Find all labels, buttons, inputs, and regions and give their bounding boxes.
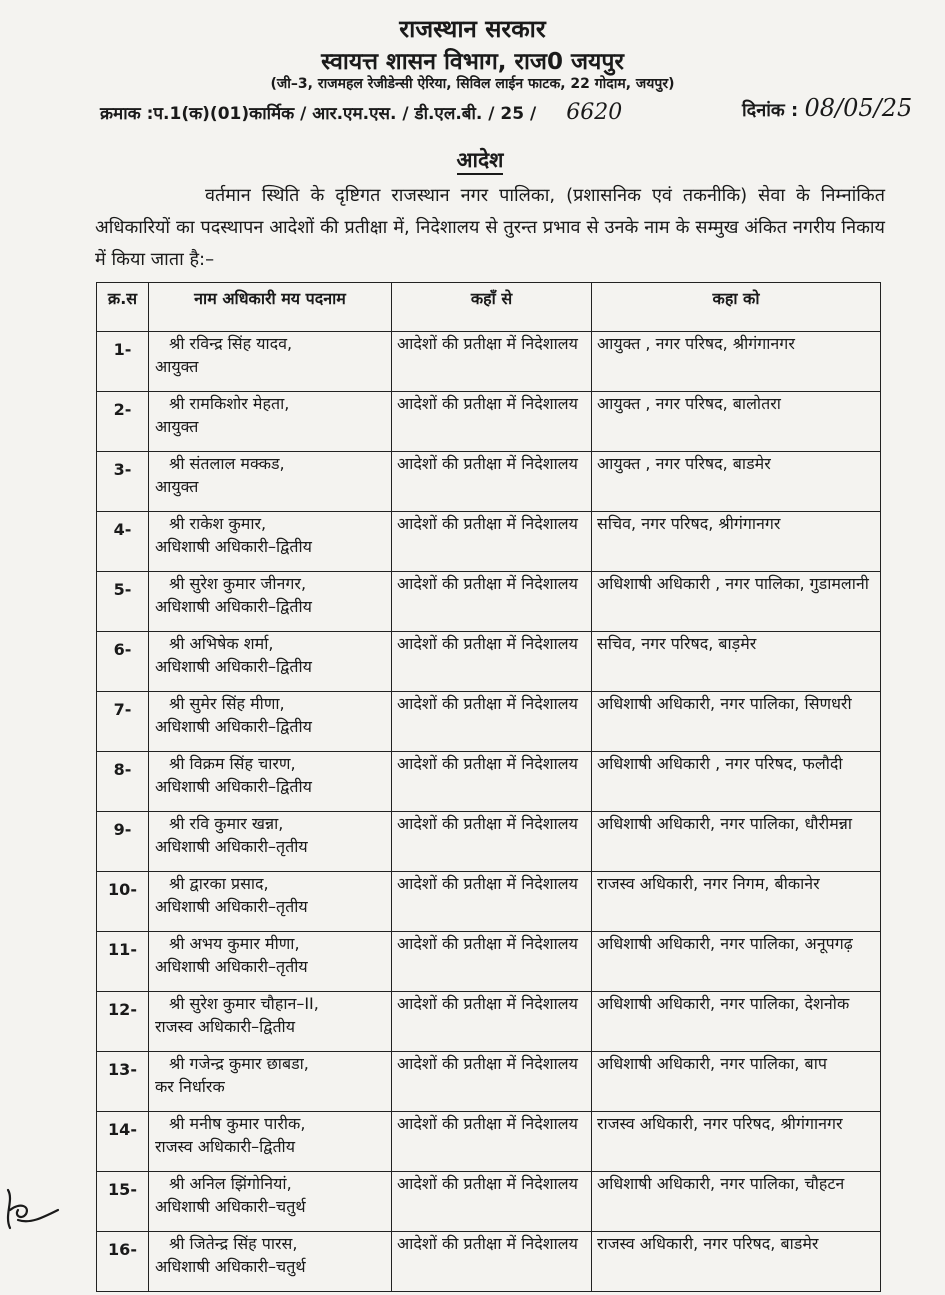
row-from: आदेशों की प्रतीक्षा में निदेशालय (392, 932, 592, 992)
row-from: आदेशों की प्रतीक्षा में निदेशालय (392, 1232, 592, 1292)
table-row (97, 452, 881, 512)
row-from: आदेशों की प्रतीक्षा में निदेशालय (392, 332, 592, 392)
table-row (97, 392, 881, 452)
officer-designation: आयुक्त (155, 477, 199, 496)
table-row (97, 512, 881, 572)
row-from: आदेशों की प्रतीक्षा में निदेशालय (392, 1112, 592, 1172)
row-officer (149, 572, 392, 632)
row-officer (149, 872, 392, 932)
row-to: अधिशाषी अधिकारी, नगर पालिका, सिणधरी (592, 692, 881, 752)
officer-designation: अधिशाषी अधिकारी–द्वितीय (155, 717, 312, 736)
table-row (97, 1172, 881, 1232)
header-serial: क्र.स (97, 283, 149, 332)
officer-name: श्री रामकिशोर मेहता, (169, 394, 290, 413)
officer-designation: अधिशाषी अधिकारी–द्वितीय (155, 597, 312, 616)
row-to: अधिशाषी अधिकारी , नगर पालिका, गुडामलानी (592, 572, 881, 632)
row-to: राजस्व अधिकारी, नगर परिषद, बाडमेर (592, 1232, 881, 1292)
row-from: आदेशों की प्रतीक्षा में निदेशालय (392, 812, 592, 872)
row-serial: 4- (97, 512, 149, 572)
header-officer-name: नाम अधिकारी मय पदनाम (149, 283, 392, 332)
date-handwritten-value: 08/05/25 (804, 94, 913, 122)
officer-designation: कर निर्धारक (155, 1077, 225, 1096)
table-row (97, 332, 881, 392)
row-serial: 10- (97, 872, 149, 932)
row-serial: 9- (97, 812, 149, 872)
date-label: दिनांक : (742, 100, 799, 121)
officer-name: श्री विक्रम सिंह चारण, (169, 754, 296, 773)
row-to: अधिशाषी अधिकारी , नगर परिषद, फलौदी (592, 752, 881, 812)
officer-name: श्री जितेन्द्र सिंह पारस, (169, 1234, 298, 1253)
order-date (742, 94, 912, 122)
row-serial: 14- (97, 1112, 149, 1172)
row-to: अधिशाषी अधिकारी, नगर पालिका, अनूपगढ़ (592, 932, 881, 992)
table-header-row (97, 283, 881, 332)
row-officer (149, 392, 392, 452)
row-to: राजस्व अधिकारी, नगर निगम, बीकानेर (592, 872, 881, 932)
officer-name: श्री अभय कुमार मीणा, (169, 934, 300, 953)
row-serial: 12- (97, 992, 149, 1052)
row-from: आदेशों की प्रतीक्षा में निदेशालय (392, 992, 592, 1052)
row-officer (149, 812, 392, 872)
officer-designation: आयुक्त (155, 357, 199, 376)
officer-name: श्री सुरेश कुमार जीनगर, (169, 574, 307, 593)
order-intro (95, 180, 885, 276)
reference-label: क्रमाक :प.1(क)(01)कार्मिक / आर.एम.एस. / डी.एल.बी. / 25 / (100, 104, 537, 124)
row-from: आदेशों की प्रतीक्षा में निदेशालय (392, 1172, 592, 1232)
officer-designation: अधिशाषी अधिकारी–द्वितीय (155, 537, 312, 556)
officer-name: श्री मनीष कुमार पारीक, (169, 1114, 306, 1133)
row-serial: 1- (97, 332, 149, 392)
row-to: सचिव, नगर परिषद, श्रीगंगानगर (592, 512, 881, 572)
row-officer (149, 332, 392, 392)
table-row (97, 1052, 881, 1112)
intro-paragraph: वर्तमान स्थिति के दृष्टिगत राजस्थान नगर पालिका, (प्रशासनिक एवं तकनीकि) सेवा के निम्नांकित अधिकारियों का पदस्थापन आदेशों की प्रतीक्षा में, निदेशालय से तुरन्त प्रभाव से उनके नाम के सम्मुख अंकित नगरीय निकाय में किया जाता है:– (95, 185, 885, 270)
reference-handwritten-number: 6620 (566, 100, 623, 125)
officer-designation: अधिशाषी अधिकारी–द्वितीय (155, 657, 312, 676)
row-serial: 8- (97, 752, 149, 812)
table-row (97, 992, 881, 1052)
row-officer (149, 632, 392, 692)
department-name: स्वायत्त शासन विभाग, राज0 जयपुर (321, 49, 624, 75)
table-row (97, 632, 881, 692)
table-row (97, 1232, 881, 1292)
row-serial: 16- (97, 1232, 149, 1292)
officer-name: श्री द्वारका प्रसाद, (169, 874, 269, 893)
reference-number (100, 100, 622, 125)
officer-name: श्री अनिल झिंगोनियां, (169, 1174, 292, 1193)
row-to: आयुक्त , नगर परिषद, बालोतरा (592, 392, 881, 452)
table-row (97, 692, 881, 752)
order-title: आदेश (0, 146, 945, 174)
row-from: आदेशों की प्रतीक्षा में निदेशालय (392, 452, 592, 512)
officer-designation: अधिशाषी अधिकारी–चतुर्थ (155, 1197, 306, 1216)
officer-designation: अधिशाषी अधिकारी–तृतीय (155, 837, 308, 856)
table-row (97, 932, 881, 992)
row-from: आदेशों की प्रतीक्षा में निदेशालय (392, 572, 592, 632)
row-to: अधिशाषी अधिकारी, नगर पालिका, चौहटन (592, 1172, 881, 1232)
row-from: आदेशों की प्रतीक्षा में निदेशालय (392, 392, 592, 452)
header-to: कहा को (592, 283, 881, 332)
row-from: आदेशों की प्रतीक्षा में निदेशालय (392, 632, 592, 692)
row-to: आयुक्त , नगर परिषद, श्रीगंगानगर (592, 332, 881, 392)
officer-name: श्री राकेश कुमार, (169, 514, 267, 533)
officer-designation: अधिशाषी अधिकारी–तृतीय (155, 897, 308, 916)
officer-name: श्री सुमेर सिंह मीणा, (169, 694, 285, 713)
row-officer (149, 752, 392, 812)
officer-designation: अधिशाषी अधिकारी–चतुर्थ (155, 1257, 306, 1276)
row-serial: 3- (97, 452, 149, 512)
row-from: आदेशों की प्रतीक्षा में निदेशालय (392, 1052, 592, 1112)
officer-name: श्री सुरेश कुमार चौहान–II, (169, 994, 319, 1013)
row-from: आदेशों की प्रतीक्षा में निदेशालय (392, 692, 592, 752)
row-serial: 13- (97, 1052, 149, 1112)
row-officer (149, 1112, 392, 1172)
officer-name: श्री रविन्द्र सिंह यादव, (169, 334, 293, 353)
row-to: सचिव, नगर परिषद, बाड़मेर (592, 632, 881, 692)
row-officer (149, 692, 392, 752)
signature-icon (0, 1180, 60, 1240)
row-to: अधिशाषी अधिकारी, नगर पालिका, देशनोक (592, 992, 881, 1052)
row-officer (149, 512, 392, 572)
row-to: राजस्व अधिकारी, नगर परिषद, श्रीगंगानगर (592, 1112, 881, 1172)
officer-designation: अधिशाषी अधिकारी–तृतीय (155, 957, 308, 976)
row-officer (149, 1052, 392, 1112)
table-row (97, 812, 881, 872)
row-from: आदेशों की प्रतीक्षा में निदेशालय (392, 512, 592, 572)
row-serial: 5- (97, 572, 149, 632)
posting-table (96, 282, 881, 1292)
row-serial: 15- (97, 1172, 149, 1232)
department-address: (जी–3, राजमहल रेजीडेन्सी ऐरिया, सिविल लाईन फाटक, 22 गोदाम, जयपुर) (270, 76, 675, 92)
row-officer (149, 1232, 392, 1292)
row-serial: 6- (97, 632, 149, 692)
row-to: आयुक्त , नगर परिषद, बाडमेर (592, 452, 881, 512)
row-from: आदेशों की प्रतीक्षा में निदेशालय (392, 752, 592, 812)
row-serial: 11- (97, 932, 149, 992)
table-row (97, 752, 881, 812)
row-officer (149, 992, 392, 1052)
table-row (97, 872, 881, 932)
row-officer (149, 932, 392, 992)
officer-designation: राजस्व अधिकारी–द्वितीय (155, 1017, 295, 1036)
row-serial: 2- (97, 392, 149, 452)
row-serial: 7- (97, 692, 149, 752)
officer-name: श्री अभिषेक शर्मा, (169, 634, 274, 653)
table-row (97, 1112, 881, 1172)
government-name: राजस्थान सरकार (399, 15, 546, 43)
officer-name: श्री रवि कुमार खन्ना, (169, 814, 284, 833)
row-from: आदेशों की प्रतीक्षा में निदेशालय (392, 872, 592, 932)
officer-name: श्री गजेन्द्र कुमार छाबडा, (169, 1054, 309, 1073)
row-officer (149, 1172, 392, 1232)
officer-designation: आयुक्त (155, 417, 199, 436)
header-from: कहाँ से (392, 283, 592, 332)
table-row (97, 572, 881, 632)
officer-designation: अधिशाषी अधिकारी–द्वितीय (155, 777, 312, 796)
row-officer (149, 452, 392, 512)
officer-name: श्री संतलाल मक्कड, (169, 454, 285, 473)
officer-designation: राजस्व अधिकारी–द्वितीय (155, 1137, 295, 1156)
row-to: अधिशाषी अधिकारी, नगर पालिका, बाप (592, 1052, 881, 1112)
row-to: अधिशाषी अधिकारी, नगर पालिका, धौरीमन्ना (592, 812, 881, 872)
